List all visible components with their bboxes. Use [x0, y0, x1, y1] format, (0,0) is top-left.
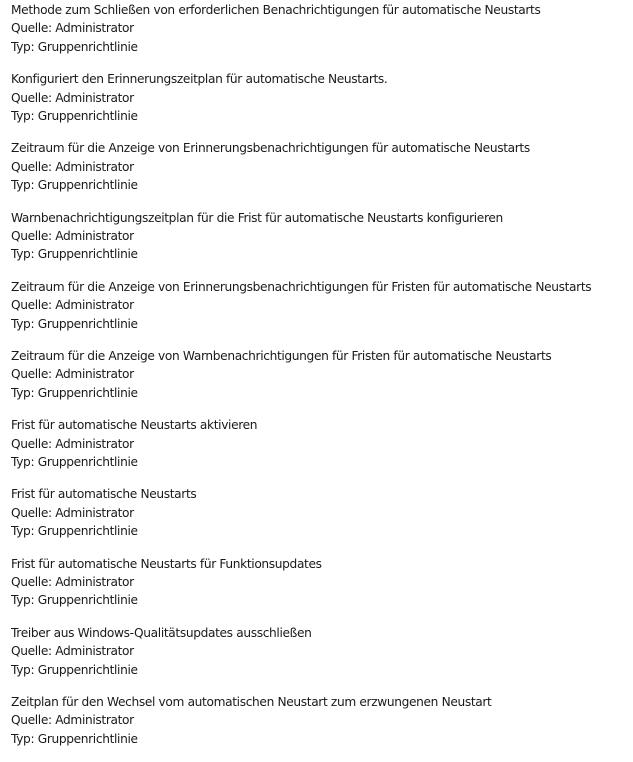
policy-item: [11, 278, 633, 347]
policy-type: Typ: Gruppenrichtlinie: [11, 109, 138, 123]
policy-type: Typ: Gruppenrichtlinie: [11, 385, 138, 400]
policy-source: Quelle: Administrator: [11, 574, 134, 589]
policy-type: Typ: Gruppenrichtlinie: [11, 39, 138, 54]
policy-title: Treiber aus Windows-Qualitätsupdates ausschließen: [11, 625, 312, 640]
policy-source: Quelle: Administrator: [11, 367, 134, 382]
policy-item: [11, 693, 633, 762]
policy-item: [11, 209, 633, 278]
policy-item: [11, 1, 633, 70]
policy-source: Quelle: Administrator: [11, 159, 134, 174]
policy-item: [11, 624, 633, 693]
policy-title: Frist für automatische Neustarts: [11, 487, 197, 502]
policy-type: Typ: Gruppenrichtlinie: [11, 178, 138, 193]
policy-type: Typ: Gruppenrichtlinie: [11, 247, 138, 262]
policy-source: Quelle: Administrator: [11, 228, 134, 243]
policy-item: [11, 70, 633, 139]
policy-item: [11, 139, 633, 208]
policy-source: Quelle: Administrator: [11, 644, 134, 659]
policy-source: Quelle: Administrator: [11, 505, 134, 520]
policy-item: [11, 555, 633, 624]
policy-type: Typ: Gruppenrichtlinie: [11, 454, 138, 469]
policy-type: Typ: Gruppenrichtlinie: [11, 731, 138, 746]
policy-item: [11, 347, 633, 416]
policy-title: Zeitraum für die Anzeige von Erinnerungsbenachrichtigungen für automatische Neustarts: [11, 141, 530, 156]
policy-item: [11, 416, 633, 485]
policy-type: Typ: Gruppenrichtlinie: [11, 593, 138, 608]
policy-source: Quelle: Administrator: [11, 90, 134, 105]
policy-type: Typ: Gruppenrichtlinie: [11, 524, 138, 539]
policy-title: Methode zum Schließen von erforderlichen Benachrichtigungen für automatische Neustarts: [11, 3, 541, 17]
policy-title: Zeitplan für den Wechsel vom automatischen Neustart zum erzwungenen Neustart: [11, 694, 492, 709]
policy-title: Konfiguriert den Erinnerungszeitplan für automatische Neustarts.: [11, 72, 388, 87]
policy-title: Zeitraum für die Anzeige von Erinnerungsbenachrichtigungen für Fristen für automatische Neustarts: [11, 279, 592, 294]
policy-title: Frist für automatische Neustarts für Funktionsupdates: [11, 556, 322, 571]
policy-title: Warnbenachrichtigungszeitplan für die Frist für automatische Neustarts konfigurieren: [11, 210, 503, 225]
policy-source: Quelle: Administrator: [11, 713, 134, 728]
policy-source: Quelle: Administrator: [11, 436, 134, 451]
policy-source: Quelle: Administrator: [11, 21, 134, 36]
policy-source: Quelle: Administrator: [11, 298, 134, 313]
policy-type: Typ: Gruppenrichtlinie: [11, 316, 138, 331]
policy-title: Frist für automatische Neustarts aktivieren: [11, 418, 258, 433]
policy-item: [11, 485, 633, 554]
policy-title: Zeitraum für die Anzeige von Warnbenachrichtigungen für Fristen für automatische Neustarts: [11, 348, 552, 363]
policy-type: Typ: Gruppenrichtlinie: [11, 662, 138, 677]
